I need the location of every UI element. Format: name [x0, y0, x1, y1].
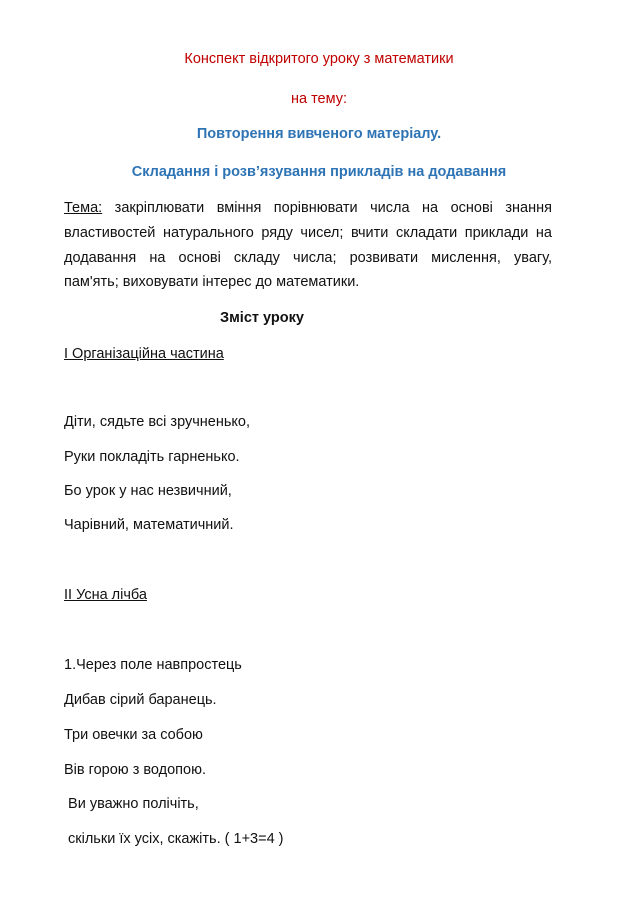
poem-1-line-4: Чарівний, математичний. — [64, 517, 234, 533]
lesson-title: Конспект відкритого уроку з математики — [184, 51, 454, 67]
poem-1-line-2: Руки покладіть гарненько. — [64, 449, 240, 465]
lesson-subtitle: на тему: — [290, 91, 348, 107]
poem-1-line-1: Діти, сядьте всі зручненько, — [64, 414, 251, 430]
poem-2-line-4: Вів горою з водопою. — [64, 762, 206, 778]
theme-label: Тема: — [64, 200, 103, 216]
poem-2-line-6: скільки їх усіх, скажіть. ( 1+3=4 ) — [64, 831, 284, 847]
poem-2-line-3: Три овечки за собою — [64, 727, 203, 743]
theme-line-2: властивостей натурального ряду чисел; вчити складати приклади на — [64, 225, 552, 241]
poem-2-line-5: Ви уважно полічіть, — [64, 796, 199, 812]
content-heading: Зміст уроку — [220, 310, 304, 326]
theme-line-1 — [64, 199, 552, 217]
topic-line-1: Повторення вивченого матеріалу. — [196, 126, 442, 142]
poem-2-line-2: Дибав сірий баранець. — [64, 692, 217, 708]
poem-2-line-1: 1.Через поле навпростець — [64, 657, 242, 673]
section-1-heading: І Організаційна частина — [64, 346, 224, 362]
topic-line-2: Складання і розв’язування прикладів на додавання — [131, 164, 507, 180]
theme-line-4: пам'ять; виховувати інтерес до математики. — [64, 274, 360, 290]
section-2-heading: ІІ Усна лічба — [64, 587, 147, 603]
poem-1-line-3: Бо урок у нас незвичний, — [64, 483, 232, 499]
theme-text-1: закріплювати вміння порівнювати числа на основі знання — [102, 200, 552, 216]
theme-line-3: додавання на основі складу числа; розвивати мислення, увагу, — [64, 250, 552, 266]
